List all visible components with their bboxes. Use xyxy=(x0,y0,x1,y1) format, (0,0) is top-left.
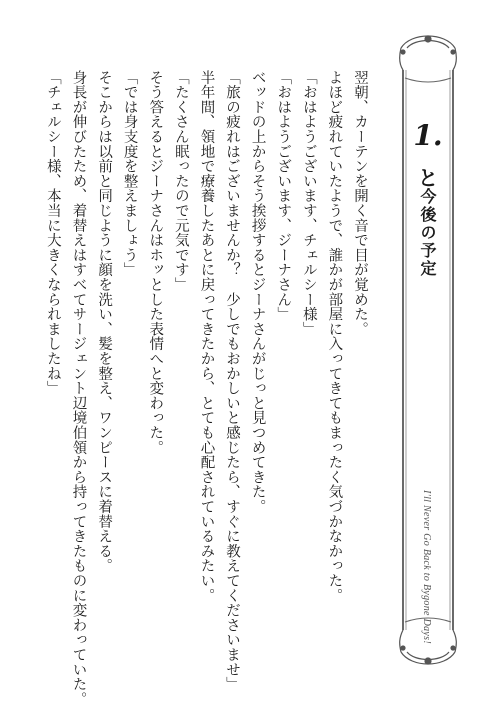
paragraph: よほど疲れていたようで、誰かが部屋に入ってきてもまったく気づかなかった。 xyxy=(326,70,343,603)
paragraph: 「チェルシー様、本当に大きくなられましたね」 xyxy=(44,70,61,396)
paragraph: 「たくさん眠ったので元気です」 xyxy=(172,70,189,292)
paragraph: 身長が伸びたため、着替えはすべてサージェント辺境伯領から持ってきたものに変わっていた。 xyxy=(70,70,87,707)
body-text xyxy=(39,70,372,707)
paragraph: 翌朝、カーテンを開く音で目が覚めた。 xyxy=(352,70,368,337)
paragraph: 「おはようございます、チェルシー様」 xyxy=(300,70,317,337)
paragraph: そこからは以前と同じように顔を洗い、髪を整え、ワンピースに着替える。 xyxy=(96,70,113,574)
paragraph: ベッドの上からそう挨拶するとジーナさんがじっと見つめてきた。 xyxy=(249,70,266,514)
chapter-conjunction: と xyxy=(418,166,438,190)
paragraph: 「では身支度を整えましょう」 xyxy=(121,70,138,278)
paragraph: 半年間、領地で療養したあとに戻ってきたから、とても心配されているみたい。 xyxy=(198,70,215,603)
chapter-sidebar xyxy=(397,30,459,670)
paragraph: 「おはようございます、ジーナさん」 xyxy=(275,70,292,322)
series-title: I'll Never Go Back to Bygone Days! xyxy=(421,490,432,644)
chapter-title: 今後の予定 xyxy=(418,188,437,278)
chapter-number: 1. xyxy=(413,119,443,152)
paragraph: そう答えるとジーナさんはホッとした表情へと変わった。 xyxy=(147,70,164,455)
paragraph: 「旅の疲れはございませんか？ 少しでもおかしいと感じたら、すぐに教えてくださいませ」 xyxy=(224,70,241,692)
